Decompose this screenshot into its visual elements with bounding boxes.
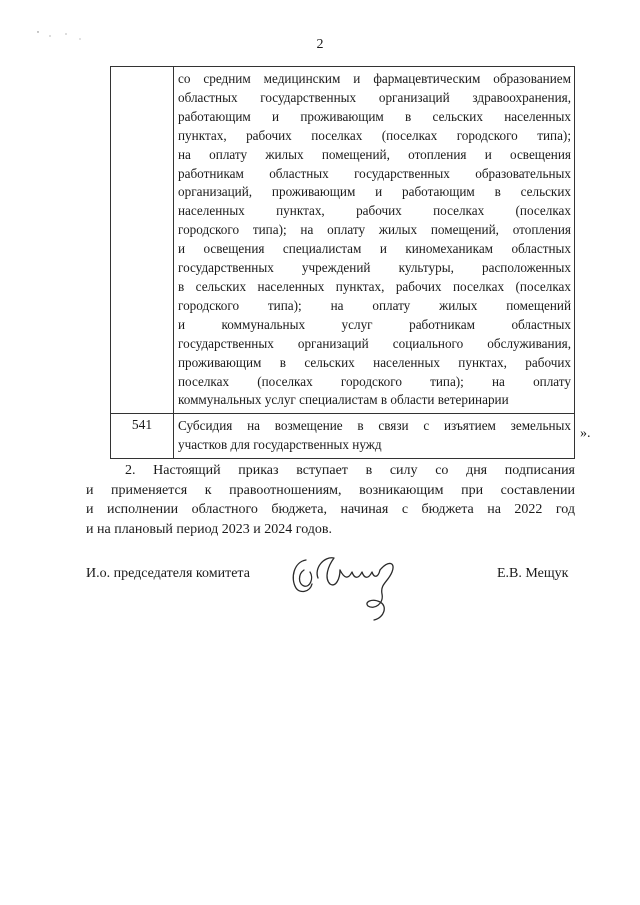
text-line: работникам областных государственных образовательных	[178, 165, 571, 181]
text-line: областных государственных организаций здравоохранения,	[178, 89, 571, 105]
text-line: и освещения специалистам и киномеханикам областных	[178, 241, 571, 257]
text-line: 2. Настоящий приказ вступает в силу со дня подписания	[125, 463, 575, 478]
budget-code-table	[110, 66, 575, 459]
signatory-role: И.о. председателя комитета	[86, 566, 250, 581]
text-line: государственных организаций социального обслуживания,	[178, 335, 571, 351]
text-line: организаций, проживающим и работающим в сельских	[178, 184, 571, 200]
text-line: со средним медицинским и фармацевтическим образованием	[178, 71, 571, 86]
text-line: в сельских населенных пунктах, рабочих поселках (поселках	[178, 278, 571, 294]
table-cell-description	[174, 67, 575, 414]
text-line: и применяется к правоотношениям, возникающим при составлении	[86, 482, 575, 498]
text-line: поселках (поселках городского типа); на оплату	[178, 373, 571, 389]
text-line: и исполнении областного бюджета, начиная с бюджета на 2022 год	[86, 502, 575, 517]
text-line: и на плановый период 2023 и 2024 годов.	[86, 521, 333, 537]
text-line: на оплату жилых помещений, отопления и освещения	[178, 146, 571, 162]
text-line: городского типа); на оплату жилых помещений, отопления	[178, 222, 571, 238]
text-line: проживающим в сельских населенных пунктах, рабочих	[178, 354, 571, 370]
table-cell-code: 541	[111, 414, 174, 459]
table-row	[111, 414, 575, 459]
text-line: коммунальных услуг специалистам в области ветеринарии	[178, 392, 509, 408]
text-line: городского типа); на оплату жилых помещений	[178, 297, 571, 313]
closing-quote: ».	[580, 426, 591, 441]
table-row	[111, 67, 575, 414]
text-line: населенных пунктах, рабочих поселках (поселках	[178, 203, 571, 219]
table-cell-code	[111, 67, 174, 414]
text-line: и коммунальных услуг работникам областных	[178, 316, 571, 332]
text-line: участков для государственных нужд	[178, 437, 382, 453]
text-line: пунктах, рабочих поселках (поселках городского типа);	[178, 127, 571, 143]
signatory-name: Е.В. Мещук	[497, 566, 569, 581]
text-line: работающим и проживающим в сельских населенных	[178, 108, 571, 124]
handwritten-signature	[284, 548, 414, 628]
table-cell-description	[174, 414, 575, 459]
clause-2-paragraph	[86, 461, 575, 539]
scan-artifact-dots	[36, 30, 86, 42]
text-line: Субсидия на возмещение в связи с изъятием земельных	[178, 418, 571, 434]
text-line: государственных учреждений культуры, расположенных	[178, 260, 571, 276]
page-number: 2	[316, 37, 324, 52]
